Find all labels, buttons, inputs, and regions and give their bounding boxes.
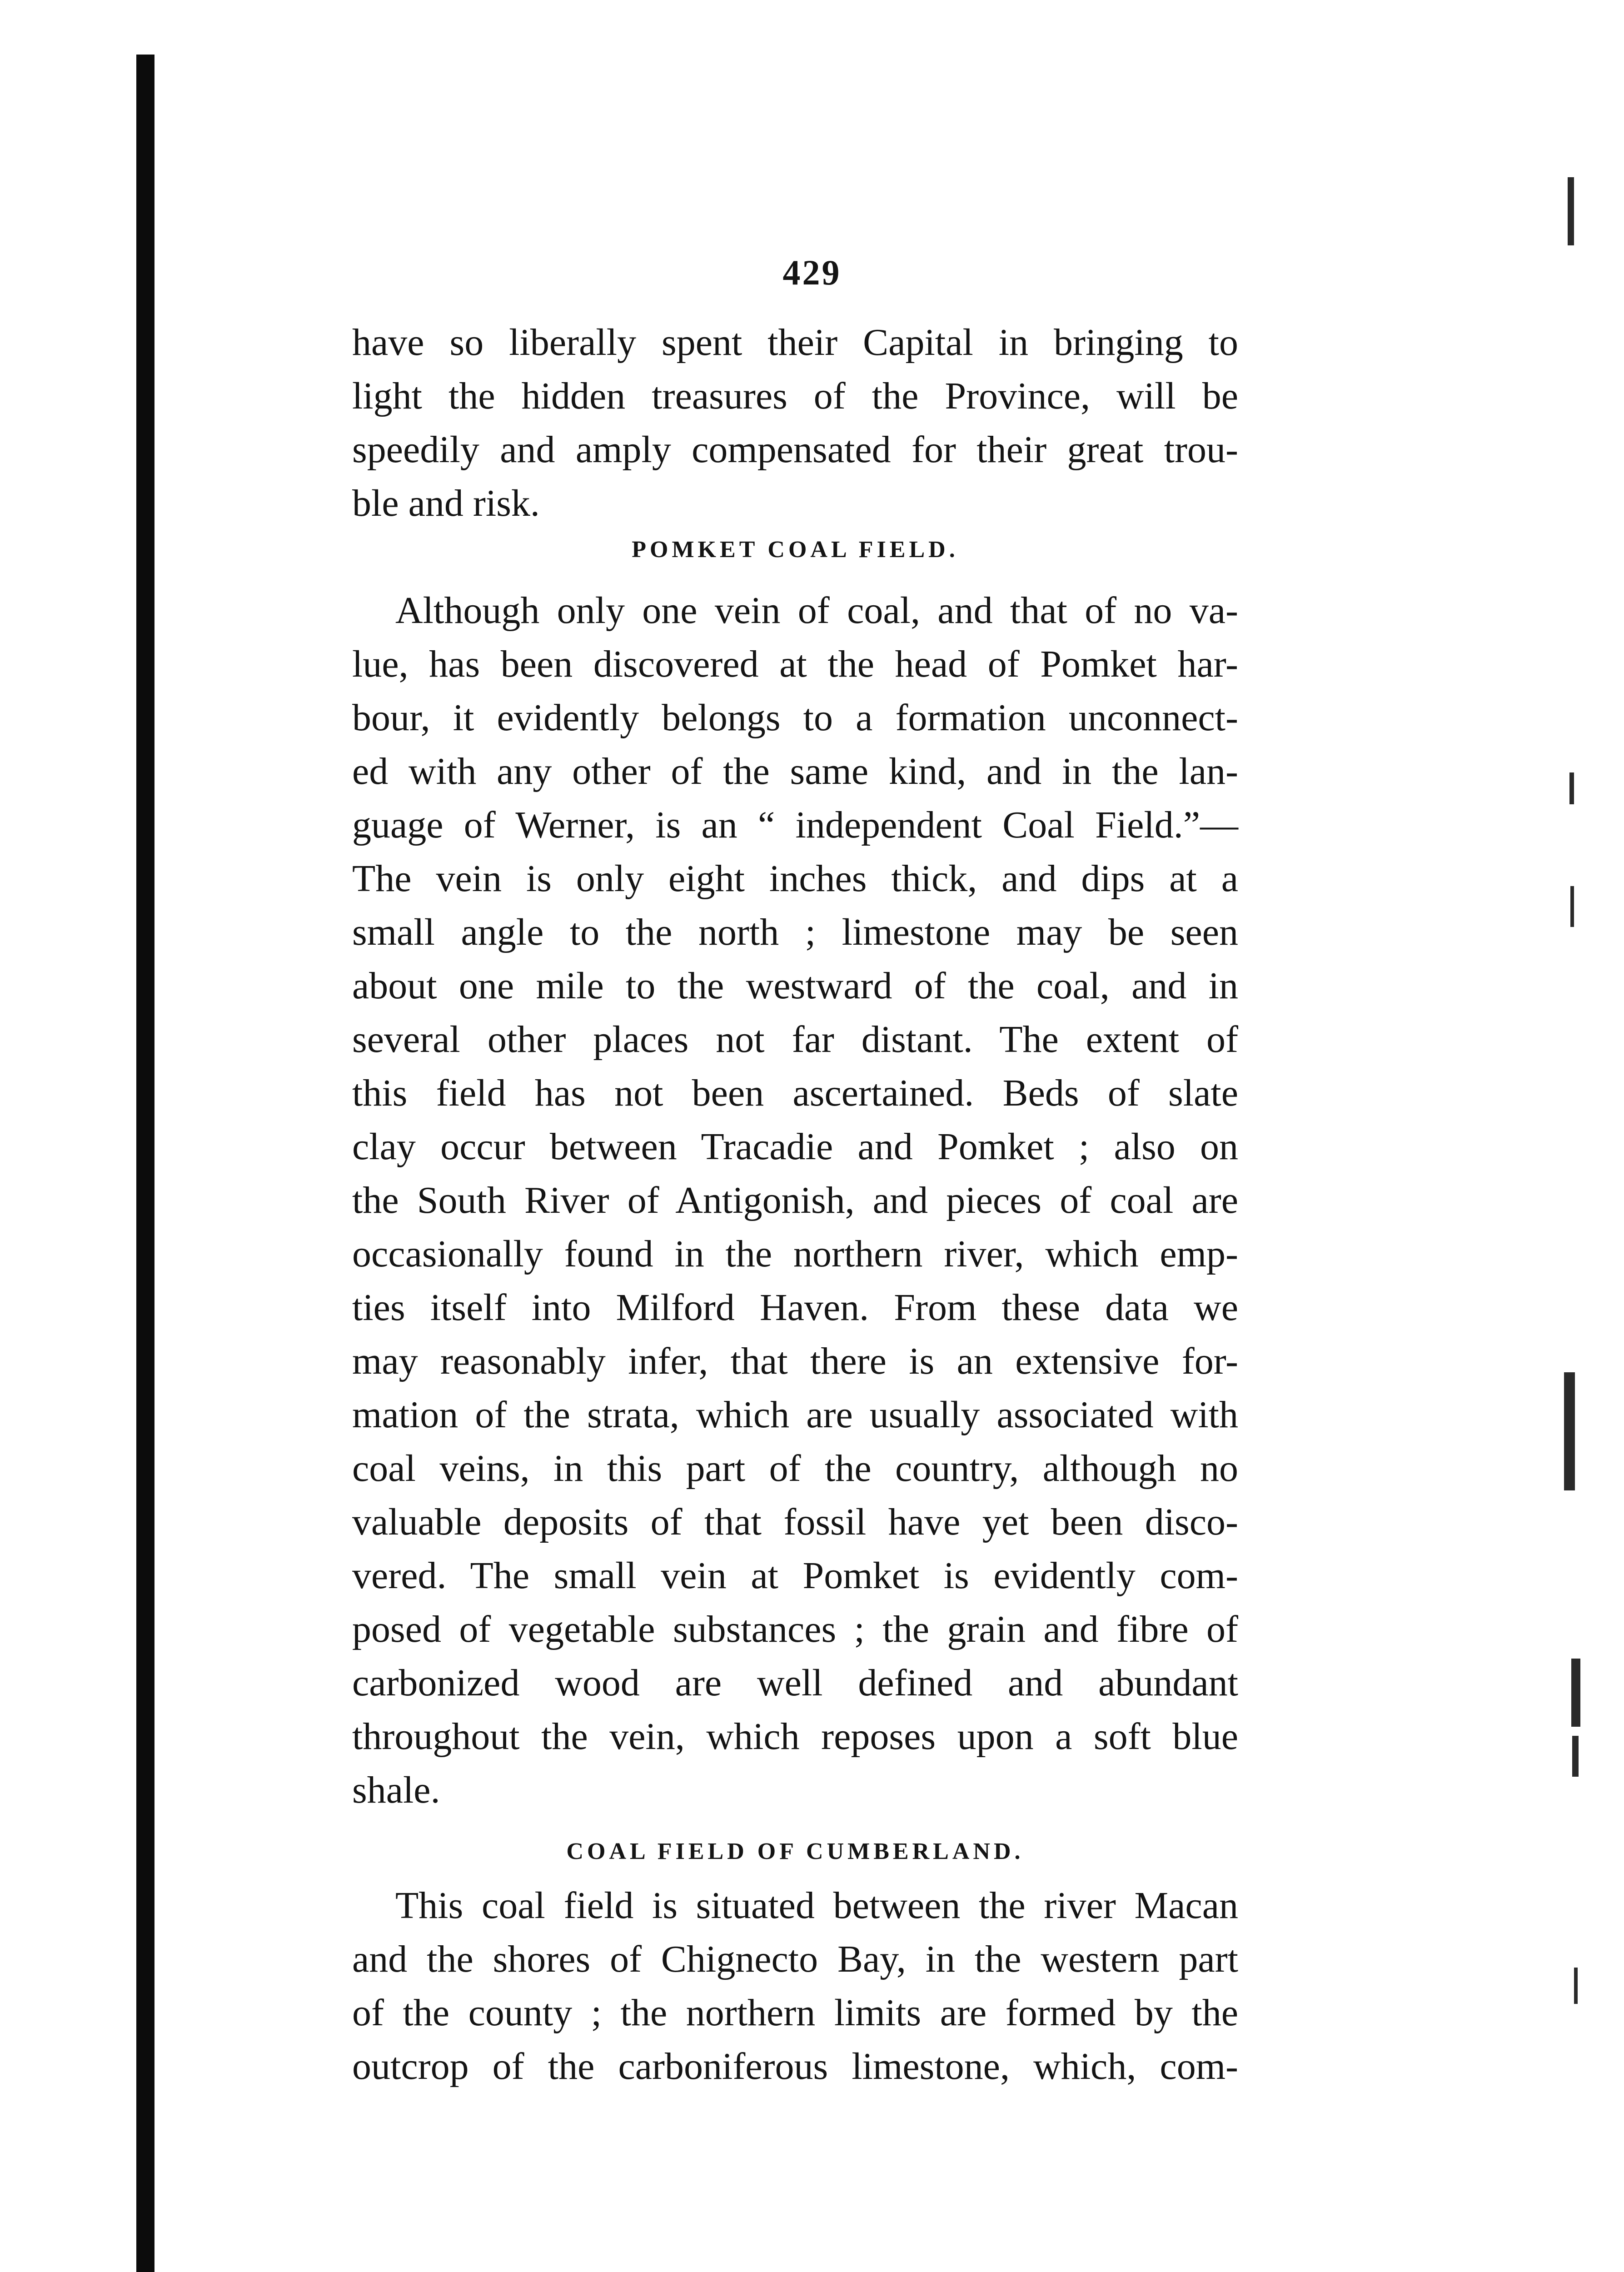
text-line: occasionally found in the northern river, which emp- <box>352 1233 1238 1275</box>
scan-edge-noise <box>1536 0 1624 2272</box>
text-line: the South River of Antigonish, and pieces of coal are <box>352 1179 1238 1221</box>
cumberland-paragraph <box>352 1879 1238 2093</box>
text-line: mation of the strata, which are usually associated with <box>352 1394 1238 1436</box>
pomket-paragraph <box>352 584 1238 1817</box>
section-heading-pomket: POMKET COAL FIELD. <box>632 537 959 563</box>
text-line: Although only one vein of coal, and that of no va- <box>395 589 1238 632</box>
text-line: guage of Werner, is an “ independent Coal Field.”— <box>352 804 1238 846</box>
text-line: and the shores of Chignecto Bay, in the western part <box>352 1938 1238 1980</box>
text-line: outcrop of the carboniferous limestone, which, com- <box>352 2045 1238 2088</box>
text-line: have so liberally spent their Capital in bringing to <box>352 321 1238 364</box>
text-line: speedily and amply compensated for their great trou- <box>352 428 1238 471</box>
text-line: throughout the vein, which reposes upon a soft blue <box>352 1715 1238 1758</box>
text-line: clay occur between Tracadie and Pomket ; also on <box>352 1126 1238 1168</box>
text-line: bour, it evidently belongs to a formation unconnect- <box>352 697 1238 739</box>
text-line: of the county ; the northern limits are formed by the <box>352 1992 1238 2034</box>
binding-edge-shadow <box>136 55 154 2272</box>
text-line: carbonized wood are well defined and abundant <box>352 1662 1238 1704</box>
text-line: vered. The small vein at Pomket is evidently com- <box>352 1555 1238 1597</box>
page-number: 429 <box>782 253 842 292</box>
text-line: The vein is only eight inches thick, and dips at a <box>352 857 1238 900</box>
text-line: light the hidden treasures of the Province, will be <box>352 375 1238 417</box>
section-heading-cumberland: COAL FIELD OF CUMBERLAND. <box>566 1839 1024 1864</box>
text-line: posed of vegetable substances ; the grain and fibre of <box>352 1608 1238 1650</box>
text-line: This coal field is situated between the river Macan <box>395 1884 1238 1927</box>
text-line: coal veins, in this part of the country, although no <box>352 1447 1238 1490</box>
text-line: about one mile to the westward of the coal, and in <box>352 965 1238 1007</box>
continuation-paragraph <box>352 316 1238 530</box>
text-line: shale. <box>352 1769 440 1811</box>
text-line: may reasonably infer, that there is an extensive for- <box>352 1340 1238 1382</box>
text-line: ble and risk. <box>352 482 540 524</box>
text-line: lue, has been discovered at the head of Pomket har- <box>352 643 1238 685</box>
text-line: several other places not far distant. The extent of <box>352 1018 1238 1061</box>
text-line: this field has not been ascertained. Beds of slate <box>352 1072 1238 1114</box>
text-line: ed with any other of the same kind, and in the lan- <box>352 750 1238 792</box>
text-line: ties itself into Milford Haven. From these data we <box>352 1286 1238 1329</box>
text-line: valuable deposits of that fossil have yet been disco- <box>352 1501 1238 1543</box>
text-line: small angle to the north ; limestone may be seen <box>352 911 1238 953</box>
